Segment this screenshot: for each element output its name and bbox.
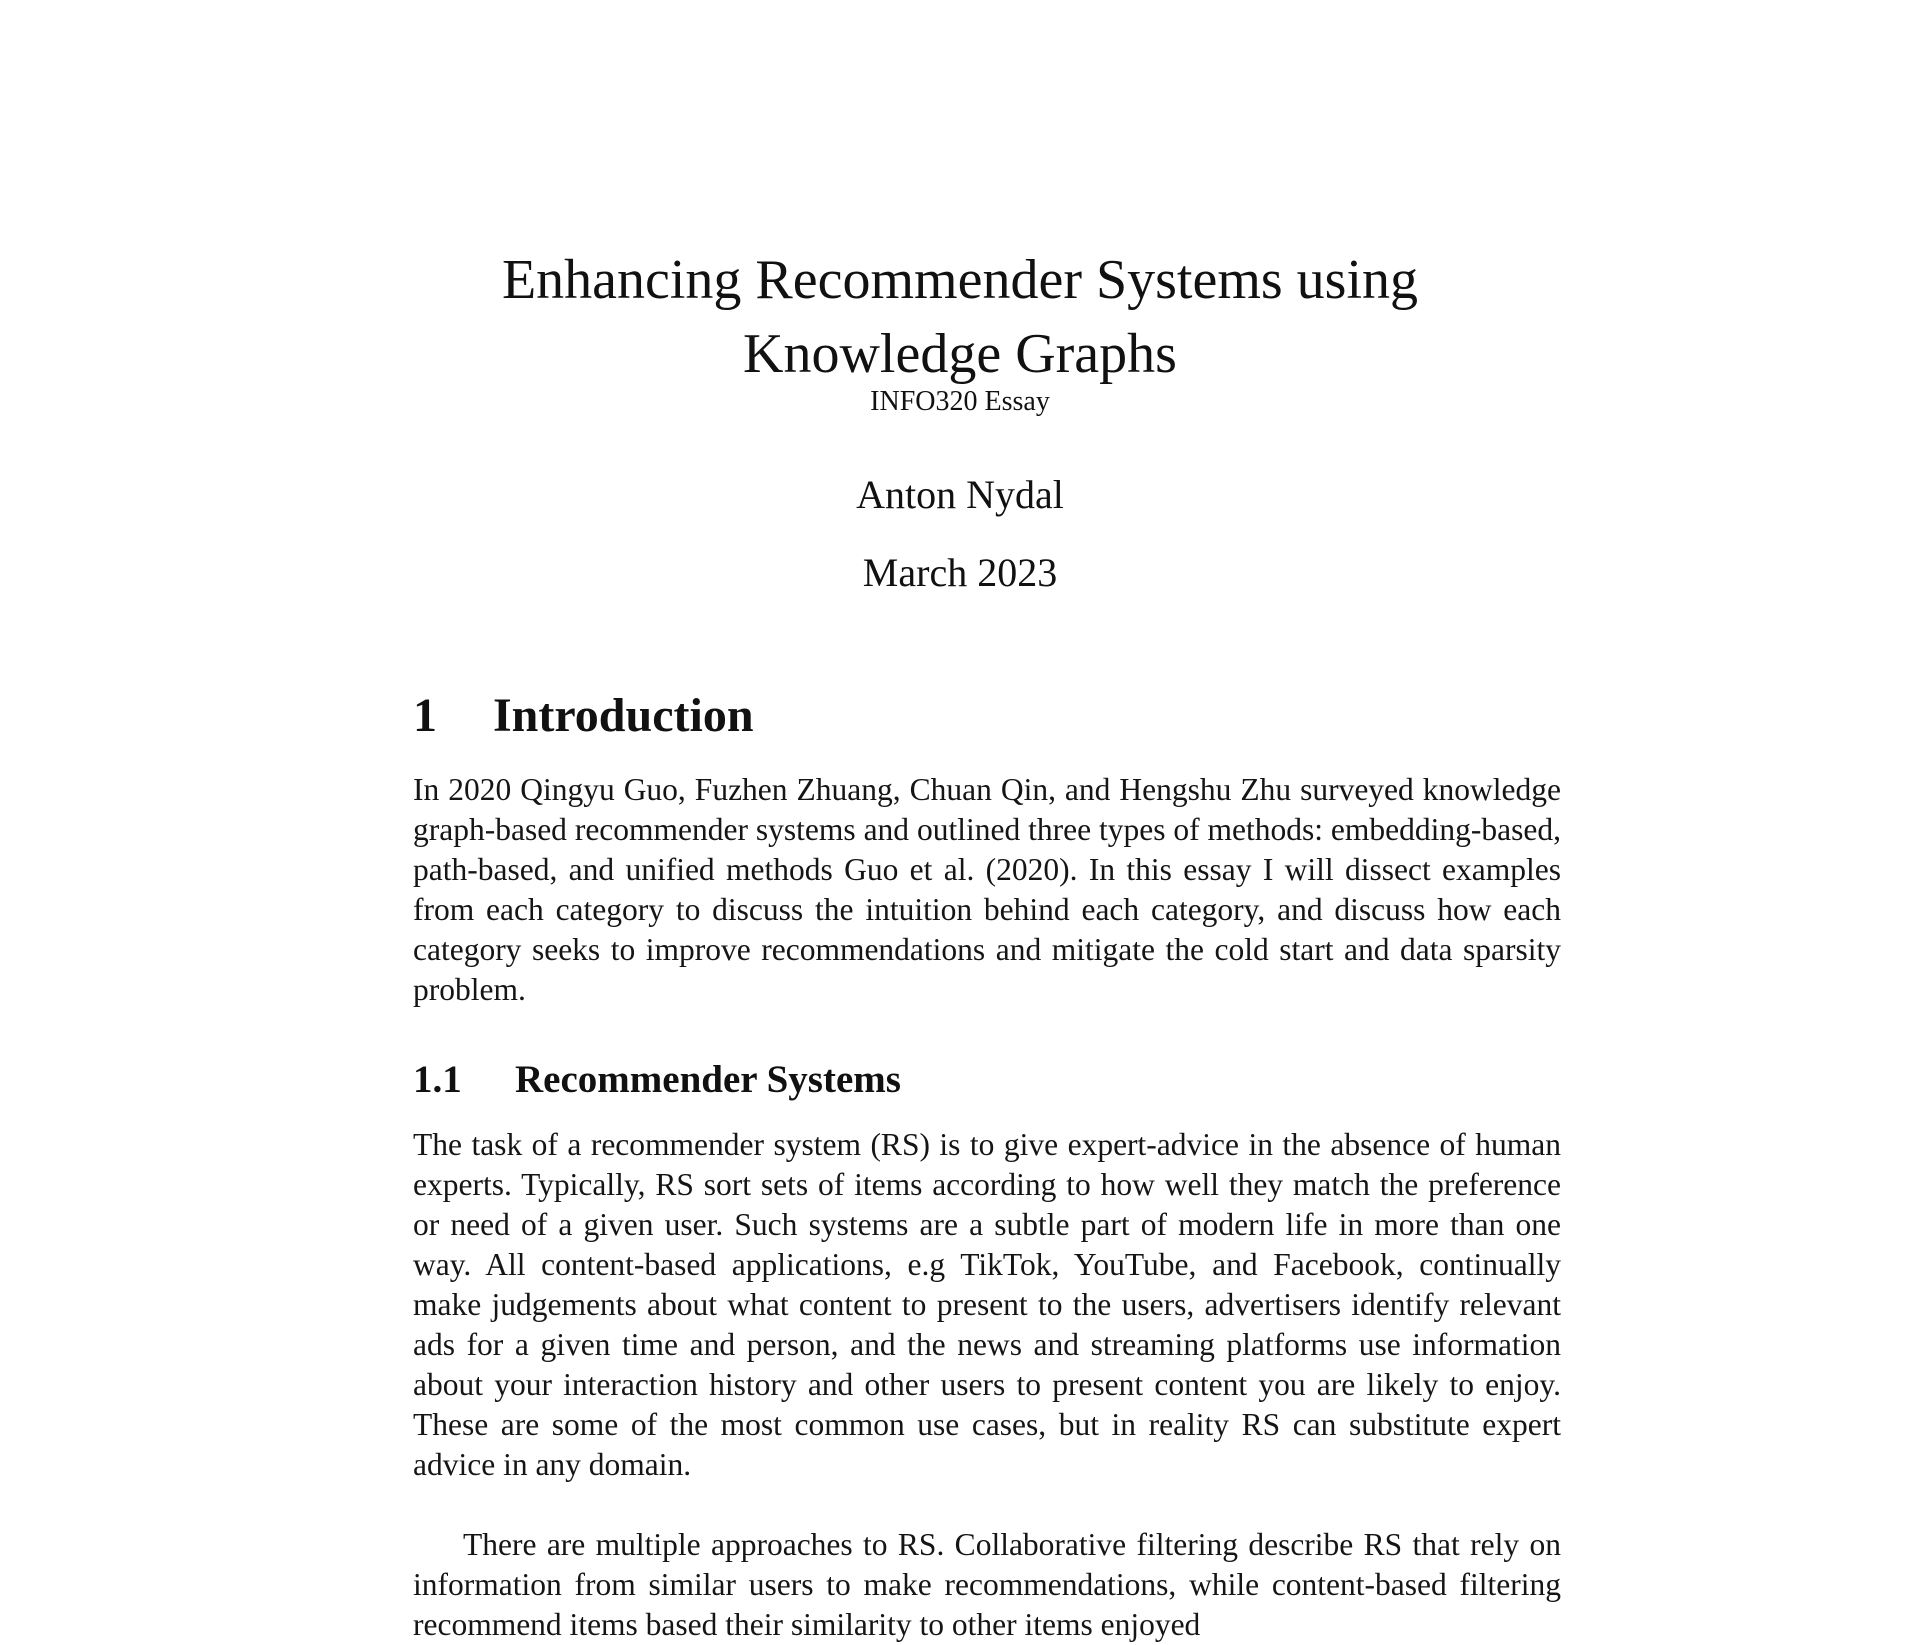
date: March 2023	[862, 550, 1058, 595]
title-line-1: Enhancing Recommender Systems using	[501, 249, 1419, 311]
paragraph-rs-2: There are multiple approaches to RS. Collaborative filtering describe RS that rely on information from similar users to make recommendations, while content-based filtering recommend items based their similarity to other items enjoyed	[413, 1527, 1561, 1642]
subtitle: INFO320 Essay	[870, 386, 1050, 417]
section-heading-introduction	[413, 688, 754, 744]
paragraph-introduction: In 2020 Qingyu Guo, Fuzhen Zhuang, Chuan Qin, and Hengshu Zhu surveyed knowledge graph-based recommender systems and outlined three types of methods: embedding-based, path-based, and unified methods Guo et al. (2020). In this essay I will dissect examples from each category to discuss the intuition behind each category, and discuss how each category seeks to improve recommendations and mitigate the cold start and data sparsity problem.	[413, 772, 1561, 1007]
section-title: Recommender Systems	[515, 1058, 901, 1101]
section-number: 1	[413, 689, 437, 742]
section-number: 1.1	[413, 1058, 462, 1101]
author: Anton Nydal	[856, 472, 1064, 517]
section-heading-recommender-systems	[413, 1057, 901, 1103]
paragraph-rs-1: The task of a recommender system (RS) is to give expert-advice in the absence of human experts. Typically, RS sort sets of items according to how well they match the preference or need of a given user. Such systems are a subtle part of modern life in more than one way. All content-based applications, e.g TikTok, YouTube, and Facebook, continually make judgements about what content to present to the users, advertisers identify relevant ads for a given time and person, and the news and streaming platforms use information about your interaction history and other users to present content you are likely to enjoy. These are some of the most common use cases, but in reality RS can substitute expert advice in any domain.	[413, 1127, 1561, 1482]
section-title: Introduction	[493, 689, 754, 742]
title-line-2: Knowledge Graphs	[743, 323, 1177, 385]
